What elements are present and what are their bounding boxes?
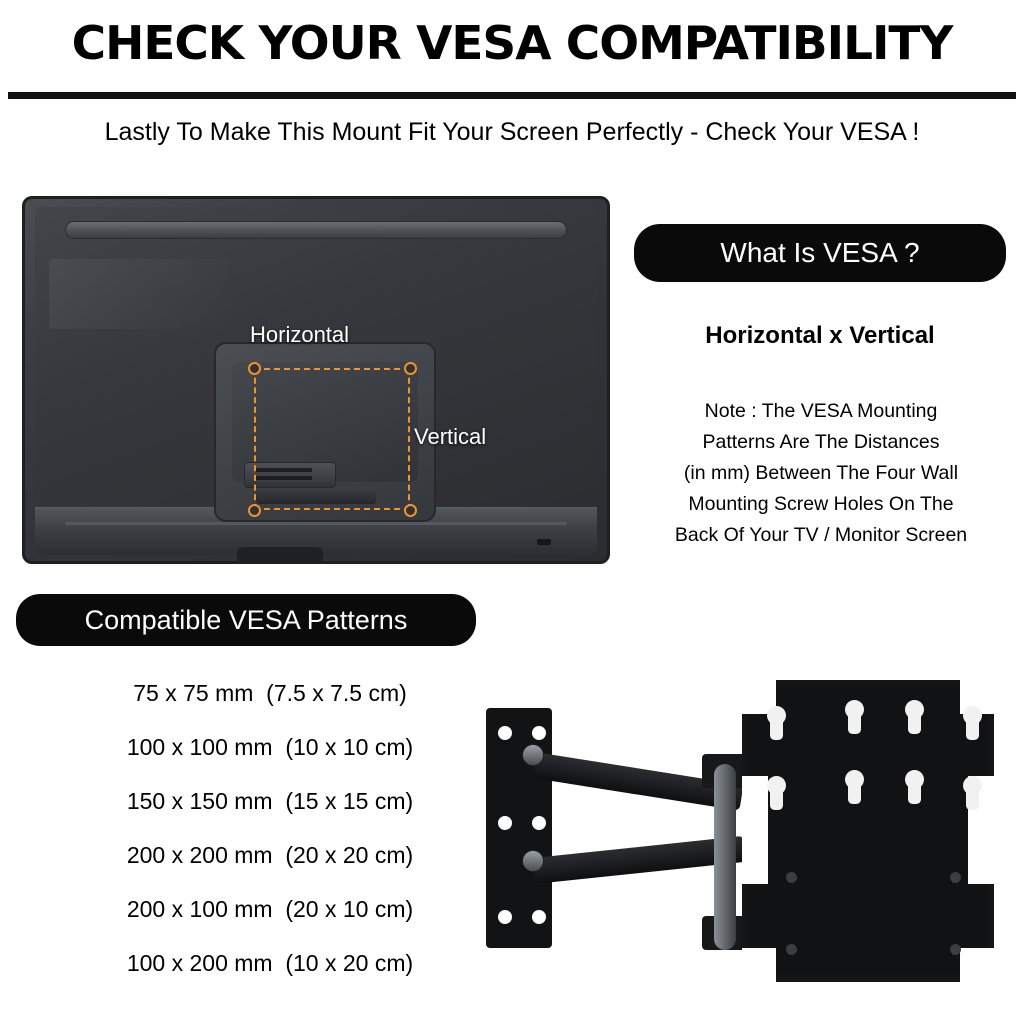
wall-plate-hole [532,726,546,740]
tv-stand-notch [237,547,323,561]
pattern-item: 150 x 150 mm (15 x 15 cm) [126,788,414,814]
vesa-note-line: (in mm) Between The Four Wall [683,462,959,484]
vesa-note-line: Patterns Are The Distances [702,431,940,453]
plate-screw-dot [786,872,797,883]
tv-port [537,539,551,545]
horizontal-label: Horizontal [250,322,350,347]
pattern-item: 200 x 100 mm (20 x 10 cm) [126,896,414,922]
plate-keyhole [908,774,921,804]
plate-corner-cut [960,948,994,982]
plate-screw-dot [950,944,961,955]
vesa-screw-hole-bottom-right [404,504,417,517]
vesa-screw-hole-top-left [248,362,261,375]
tv-vent-strip [65,221,567,239]
plate-screw-dot [950,872,961,883]
plate-keyhole [966,780,979,810]
vesa-note-line: Mounting Screw Holes On The [688,493,954,515]
plate-corner-cut [742,948,776,982]
wall-plate-hole [532,816,546,830]
wall-plate-hole [498,726,512,740]
wall-plate-hole [532,910,546,924]
what-is-vesa-pill: What Is VESA ? [634,224,1006,282]
page-title: CHECK YOUR VESA COMPATIBILITY [71,16,953,70]
hinge-column [714,764,736,950]
vesa-note-line: Back Of Your TV / Monitor Screen [674,524,968,546]
wall-plate-hole [498,816,512,830]
page-subtitle: Lastly To Make This Mount Fit Your Screen Perfectly - Check Your VESA ! [104,118,920,146]
tv-back-illustration [22,196,610,564]
header-divider [8,92,1016,99]
vesa-note-line: Note : The VESA Mounting [704,400,938,422]
compatible-patterns-list [60,666,480,990]
tv-highlight [49,259,229,329]
plate-keyhole [848,704,861,734]
plate-side-notch [742,776,768,884]
pattern-item: 100 x 200 mm (10 x 20 cm) [126,950,414,976]
plate-keyhole [848,774,861,804]
plate-keyhole [966,710,979,740]
tv-mount-bracket-photo [470,668,1010,998]
tv-bottom-line [65,522,567,525]
vesa-measurement-rectangle [254,368,410,510]
vesa-note [630,396,1012,551]
vesa-screw-hole-top-right [404,362,417,375]
vesa-screw-hole-bottom-left [248,504,261,517]
plate-keyhole [770,710,783,740]
wall-plate-hole [498,910,512,924]
plate-keyhole [908,704,921,734]
plate-keyhole [770,780,783,810]
vertical-label: Vertical [414,424,487,449]
plate-screw-dot [786,944,797,955]
arm-pivot [522,744,544,766]
compatible-patterns-pill: Compatible VESA Patterns [16,594,476,646]
pattern-item: 100 x 100 mm (10 x 10 cm) [126,734,414,760]
pattern-item: 200 x 200 mm (20 x 20 cm) [126,842,414,868]
vesa-formula: Horizontal x Vertical [705,322,935,349]
pattern-item: 75 x 75 mm (7.5 x 7.5 cm) [133,680,407,706]
arm-pivot [522,850,544,872]
